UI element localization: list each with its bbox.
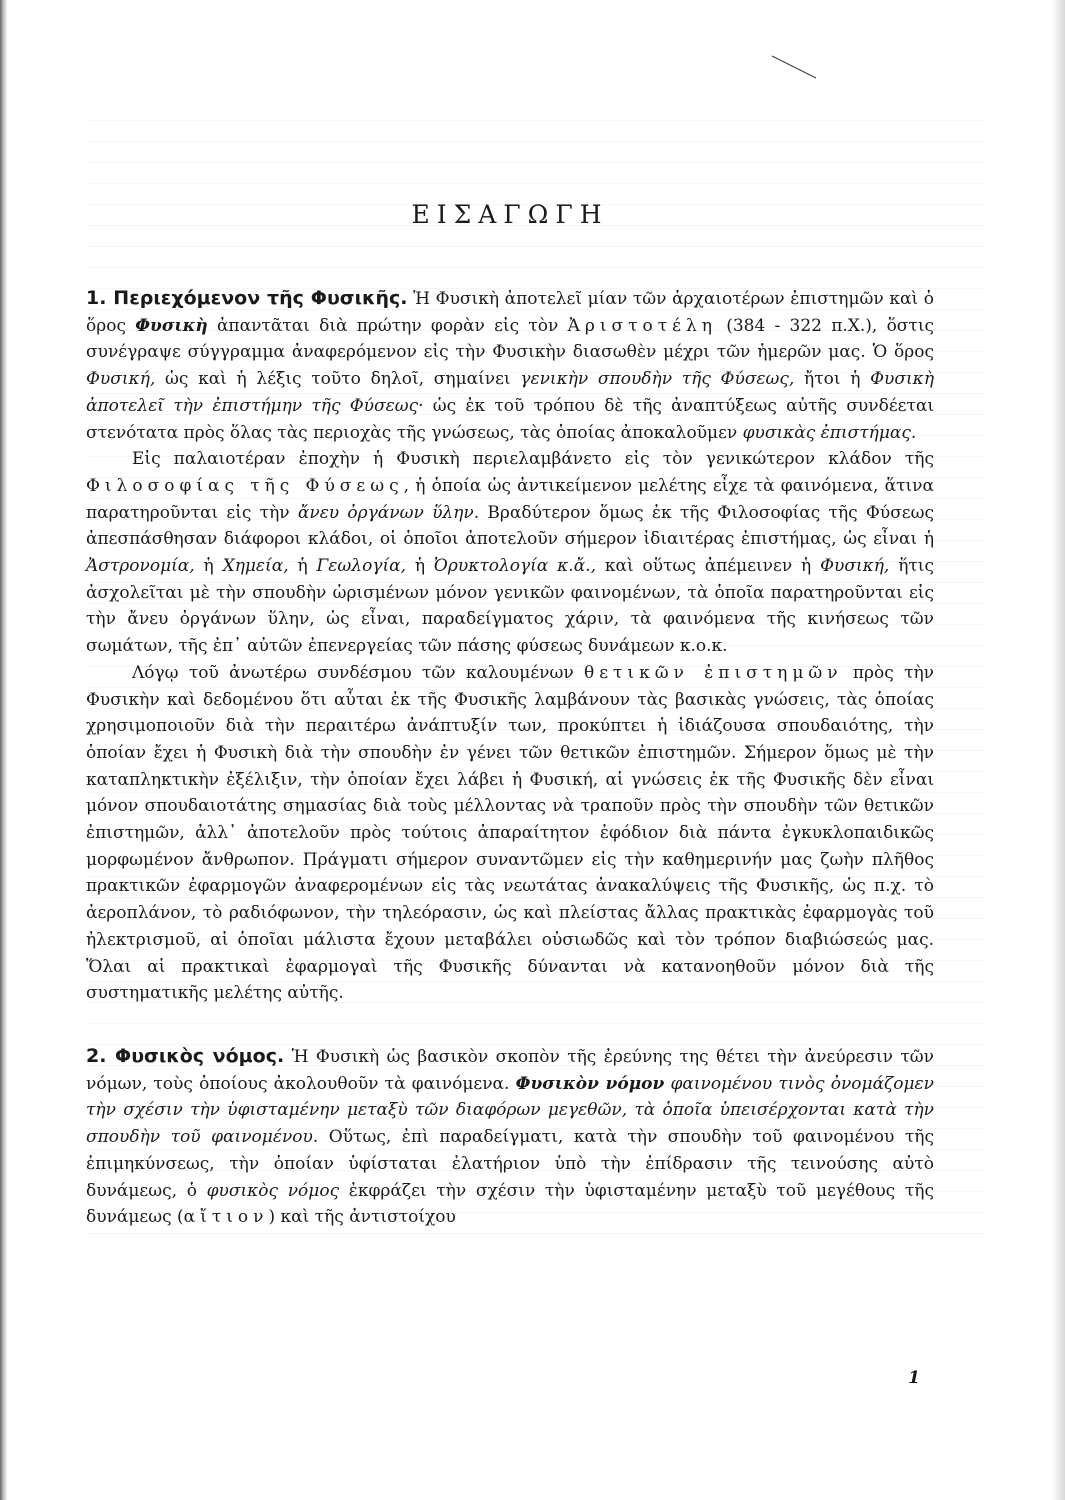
emphasis-term: Φυσικὸν νόμον — [515, 1073, 665, 1094]
spaced-phrase: Φιλοσοφίας τῆς Φύσεως — [86, 475, 404, 496]
text-run: ἤτοι ἡ — [794, 369, 871, 390]
italic-term: Ὀρυκτολογία κ.ἄ., — [433, 556, 596, 577]
section-1-title: 1. Περιεχόμενον τῆς Φυσικῆς. — [86, 287, 408, 309]
italic-phrase: ἄνευ ὀργάνων ὕλην. — [297, 502, 480, 523]
section-1-paragraph-2 — [86, 446, 934, 660]
section-1-paragraph-3 — [86, 660, 934, 1007]
text-run: Λόγῳ τοῦ ἀνωτέρω συνδέσμου τῶν καλουμένων — [132, 662, 584, 683]
italic-term: Φυσική, — [820, 556, 890, 577]
page-number: 1 — [908, 1368, 920, 1388]
text-run: ἐκφράζει τὴν σχέσιν τὴν ὑφισταμένην μεταξὺ τοῦ μεγέθους τῆς δυνάμεως ( — [86, 1180, 934, 1228]
section-1-paragraph-1 — [86, 285, 934, 446]
text-run: καὶ οὕτως ἀπέμεινεν ἡ — [596, 556, 821, 577]
text-run: Ἡ Φυσικὴ ἀποτελεῖ μίαν τῶν ἀρχαιοτέρων ἐπιστημῶν καὶ ὁ ὅρος — [86, 289, 934, 336]
text-run: ἡ — [288, 556, 317, 577]
text-run: ἡ — [194, 556, 223, 577]
text-run: , ἡ ὁποία ὡς ἀντικείμενον μελέτης εἶχε τὰ φαινόμενα, ἅτινα παρατηροῦνται εἰς τὴν — [86, 475, 934, 523]
section-2-paragraph-1 — [86, 1043, 934, 1231]
italic-definition: φαινομένου τινὸς ὀνομάζομεν τὴν σχέσιν τὴν ὑφισταμένην μεταξὺ τῶν διαφόρων μεγεθῶν, τὰ ὁποῖα ὑπεισέρχονται κατὰ τὴν σπουδὴν τοῦ φαινομένου. — [86, 1073, 934, 1148]
italic-term: Φυσική, — [86, 369, 156, 390]
italic-term: φυσικὸς νόμος — [206, 1180, 340, 1201]
text-run: ἥτις ἀσχολεῖται μὲ τὴν σπουδὴν ὡρισμένων μόνον γενικῶν φαινομένων, τὰ ὁποῖα παρατηροῦνται εἰς τὴν ἄνευ ὀργάνων ὕλην, ὡς εἶναι, παραδείγματος χάριν, τὰ φαινόμενα τῆς κινήσεως τῶν σωμάτων, τῆς ἐπ᾽ αὐτῶν ἐπενεργείας τῶν πάσης φύσεως δυνάμεων κ.ο.κ. — [86, 556, 934, 657]
text-run: (384 - 322 π.Χ.), ὅστις συνέγραψε σύγγραμμα ἀναφερόμενον εἰς τὴν Φυσικὴν διασωθὲν μέχρι τῶν ἡμερῶν μας. Ὁ ὅρος — [86, 315, 935, 363]
text-run: Εἰς παλαιοτέραν ἐποχὴν ἡ Φυσικὴ περιελαμβάνετο εἰς τὸν γενικώτερον κλάδον τῆς — [132, 449, 934, 470]
emphasis-term: Φυσικὴ — [135, 315, 208, 336]
italic-term: Ἀστρονομία, — [86, 556, 195, 577]
spaced-word: αἴτιον — [183, 1207, 269, 1228]
text-run: ἡ — [406, 556, 434, 577]
text-run: ὡς καὶ ἡ λέξις τοῦτο δηλοῖ, σημαίνει — [155, 369, 521, 390]
page-shadow — [1051, 0, 1065, 1500]
italic-phrase: φυσικὰς ἐπιστήμας. — [742, 422, 917, 443]
text-run: ὡς ἐκ τοῦ τρόπου δὲ τῆς ἀναπτύξεως αὐτῆς συνδέεται στενότατα πρὸς ὅλας τὰς περιοχὰς τῆς γνώσεως, τὰς ὁποίας ἀποκαλοῦμεν — [86, 395, 934, 443]
italic-phrase: Φυσικὴ ἀποτελεῖ τὴν ἐπιστήμην τῆς Φύσεως· — [86, 369, 934, 416]
text-run: Ἡ Φυσικὴ ὡς βασικὸν σκοπὸν τῆς ἐρεύνης της θέτει τὴν ἀνεύρεσιν τῶν νόμων, τοὺς ὁποίους ἀκολουθοῦν τὰ φαινόμενα. — [86, 1046, 934, 1094]
spaced-name: Ἀριστοτέλη — [567, 315, 717, 336]
text-run: ) καὶ τῆς ἀντιστοίχου — [268, 1207, 456, 1228]
section-2-title: 2. Φυσικὸς νόμος. — [86, 1044, 285, 1067]
text-run: Βραδύτερον ὅμως ἐκ τῆς Φιλοσοφίας τῆς Φύσεως ἀπεσπάσθησαν διάφοροι κλάδοι, οἱ ὁποῖοι ἀποτελοῦν σήμερον ἰδιαιτέρας ἐπιστήμας, ὡς εἶναι ἡ — [86, 502, 934, 550]
pencil-mark — [770, 52, 820, 82]
text-run: πρὸς τὴν Φυσικὴν καὶ δεδομένου ὅτι αὗται ἐκ τῆς Φυσικῆς λαμβάνουν τὰς βασικὰς γνώσεις, τὰς ὁποίας χρησιμοποιοῦν διὰ τὴν περαιτέρω ἀνάπτυξίν των, προκύπτει ἡ ἰδιάζουσα σπουδαιότης, τὴν ὁποίαν ἔχει ἡ Φυσικὴ διὰ τὴν σπουδὴν ἐν γένει τῶν θετικῶν ἐπιστημῶν. Σήμερον ὅμως μὲ τὴν καταπληκτικὴν ἐξέλιξιν, τὴν ὁποίαν ἔχει λάβει ἡ Φυσική, αἱ γνώσεις ἐκ τῆς Φυσικῆς δὲν εἶναι μόνον σπουδαιοτάτης σημασίας διὰ τοὺς μέλλοντας νὰ τραποῦν πρὸς τὴν σπουδὴν τῶν θετικῶν ἐπιστημῶν, ἀλλ᾽ ἀποτελοῦν πρὸς τούτοις ἀπαραίτητον ἐφόδιον διὰ πάντα ἐγκυκλοπαιδικῶς μορφωμένον ἄνθρωπον. Πράγματι σήμερον συναντῶμεν εἰς τὴν καθημερινήν μας ζωὴν πλῆθος πρακτικῶν ἐφαρμογῶν ἀναφερομένων εἰς τὰς νεωτάτας ἀνακαλύψεις τῆς Φυσικῆς, ὡς π.χ. τὸ ἀεροπλάνον, τὸ ραδιόφωνον, τὴν τηλεόρασιν, ὡς καὶ πλείστας ἄλλας πρακτικὰς ἐφαρμογὰς τοῦ ἠλεκτρισμοῦ, αἱ ὁποῖαι μάλιστα ἔχουν μεταβάλει οὐσιωδῶς καὶ τὸν τρόπον διαβιώσεώς μας. Ὅλαι αἱ πρακτικαὶ ἐφαρμογαὶ τῆς Φυσικῆς δύνανται νὰ κατανοηθοῦν μόνον διὰ τῆς συστηματικῆς μελέτης αὐτῆς. — [86, 662, 934, 1004]
text-run: ἀπαντᾶται διὰ πρώτην φορὰν εἰς τὸν — [207, 315, 568, 336]
page-title: ΕΙΣΑΓΩΓΗ — [411, 200, 609, 229]
page-content — [86, 200, 934, 1231]
italic-phrase: γενικὴν σπουδὴν τῆς Φύσεως, — [520, 369, 795, 390]
italic-term: Γεωλογία, — [316, 556, 407, 577]
spaced-phrase: θετικῶν ἐπιστημῶν — [583, 662, 843, 683]
italic-term: Χημεία, — [222, 556, 289, 577]
text-run: Οὕτως, ἐπὶ παραδείγματι, κατὰ τὴν σπουδὴν τοῦ φαινομένου τῆς ἐπιμηκύνσεως, τὴν ὁποίαν ὑφίσταται ἐλατήριον ὑπὸ τὴν ἐπίδρασιν τῆς τεινούσης αὐτὸ δυνάμεως, ὁ — [86, 1127, 934, 1201]
binding-edge — [0, 0, 7, 1500]
